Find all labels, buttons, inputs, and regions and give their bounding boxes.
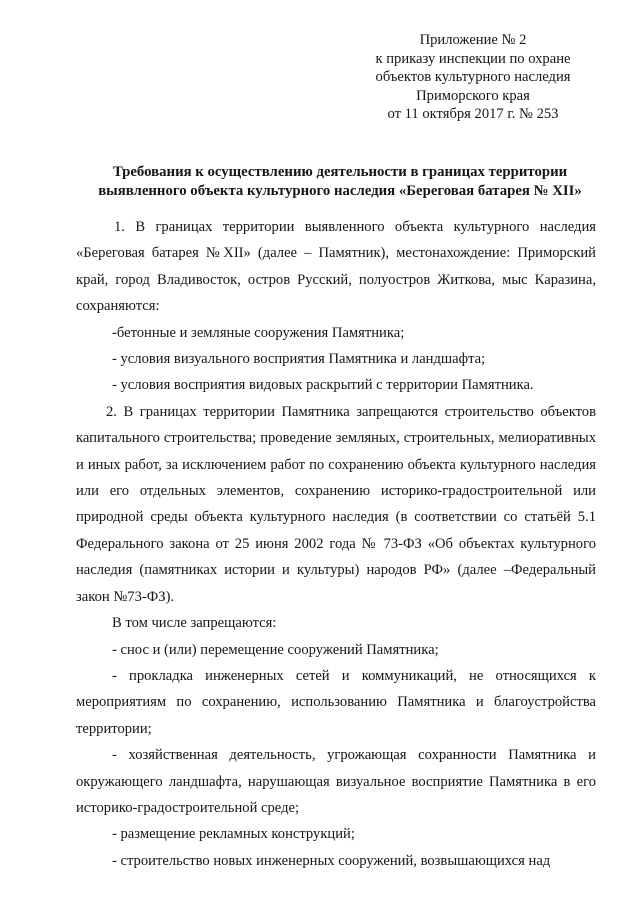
annex-number: Приложение № 2 bbox=[419, 32, 527, 48]
list-item: - размещение рекламных конструкций; bbox=[112, 826, 355, 843]
list-item: - прокладка инженерных сетей и коммуникаций, не относящихся к мероприятиям по сохранению, использованию Памятника и благоустройства территории; bbox=[76, 667, 596, 737]
list-item: - условия восприятия видовых раскрытий с территории Памятника. bbox=[112, 377, 534, 394]
title-line-1: Требования к осуществлению деятельности в границах территории bbox=[112, 164, 568, 180]
document-title bbox=[60, 163, 620, 201]
annex-header bbox=[348, 31, 598, 124]
document-body bbox=[76, 214, 596, 874]
list-item: - снос и (или) перемещение сооружений Памятника; bbox=[112, 641, 439, 658]
annex-order-line: к приказу инспекции по охране bbox=[375, 50, 571, 67]
title-line-2: выявленного объекта культурного наследия «Береговая батарея № XII» bbox=[98, 183, 582, 199]
prohibitions-intro: В том числе запрещаются: bbox=[112, 615, 277, 632]
annex-region-line: Приморского края bbox=[416, 87, 530, 104]
paragraph-1: 1. В границах территории выявленного объекта культурного наследия «Береговая батарея №XII» (далее – Памятник), местонахождение: Приморский край, город Владивосток, остров Русский, полуостров Житкова, мыс Каразина, сохраняются: bbox=[76, 219, 596, 315]
list-item: - строительство новых инженерных сооружений, возвышающихся над bbox=[112, 852, 551, 869]
list-item: -бетонные и земляные сооружения Памятника; bbox=[112, 324, 405, 341]
list-item: - условия визуального восприятия Памятника и ландшафта; bbox=[112, 351, 486, 368]
annex-heritage-line: объектов культурного наследия bbox=[375, 69, 571, 86]
paragraph-2: 2. В границах территории Памятника запрещаются строительство объектов капитального строительства; проведение земляных, строительных, мелиоративных и иных работ, за исключением работ по сохранению объекта культурного наследия или его отдельных элементов, сохранению историко-градостроительной или природной среды объекта культурного наследия (в соответствии со статьёй 5.1 Федерального закона от 25 июня 2002 года № 73-ФЗ «Об объектах культурного наследия (памятниках истории и культуры) народов РФ» (далее –Федеральный закон №73-ФЗ). bbox=[76, 403, 596, 605]
list-item: - хозяйственная деятельность, угрожающая сохранности Памятника и окружающего ландшафта, нарушающая визуальное восприятие Памятника в его историко-градостроительной среде; bbox=[76, 747, 596, 816]
annex-date-line: от 11 октября 2017 г. № 253 bbox=[387, 106, 559, 123]
